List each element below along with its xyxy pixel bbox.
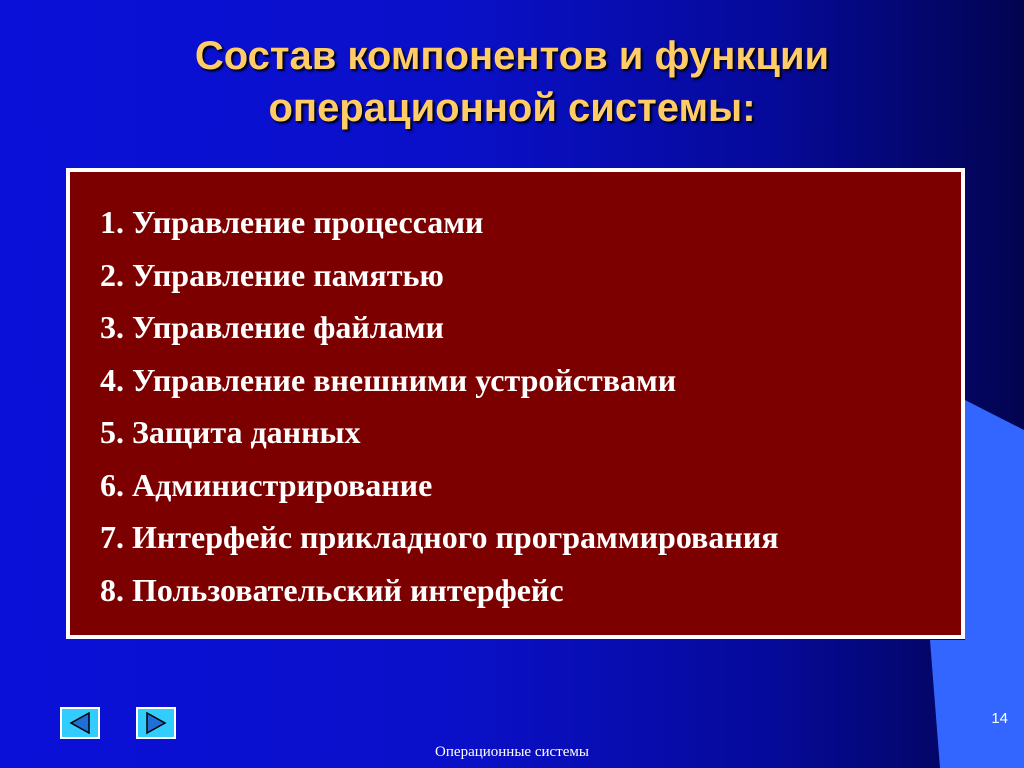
footer-text: Операционные системы [435,744,589,760]
list-item: 3. Управление файлами [100,309,444,345]
list-item: 8. Пользовательский интерфейс [100,571,564,608]
triangle-left-icon [62,709,98,737]
list-item: 4. Управление внешними устройствами [100,361,677,398]
page-number: 14 [991,710,1008,727]
title-line-2-text: операционной системы [268,86,743,130]
list-item: 5. Защита данных [100,414,361,450]
triangle-right-icon [138,709,174,737]
title-line-2 [0,82,1024,134]
next-slide-button[interactable] [136,707,176,739]
list-item: 7. Интерфейс прикладного программирования [100,519,779,555]
slide-title [0,30,1024,134]
title-colon: : [742,86,756,130]
functions-list [100,196,779,616]
list-item: 6. Администрирование [100,466,433,503]
title-line-1: Состав компонентов и функции [194,34,830,78]
functions-list-box [66,168,965,639]
previous-slide-button[interactable] [60,707,100,739]
list-item: 1. Управление процессами [100,204,484,240]
list-item: 2. Управление памятью [100,256,444,293]
